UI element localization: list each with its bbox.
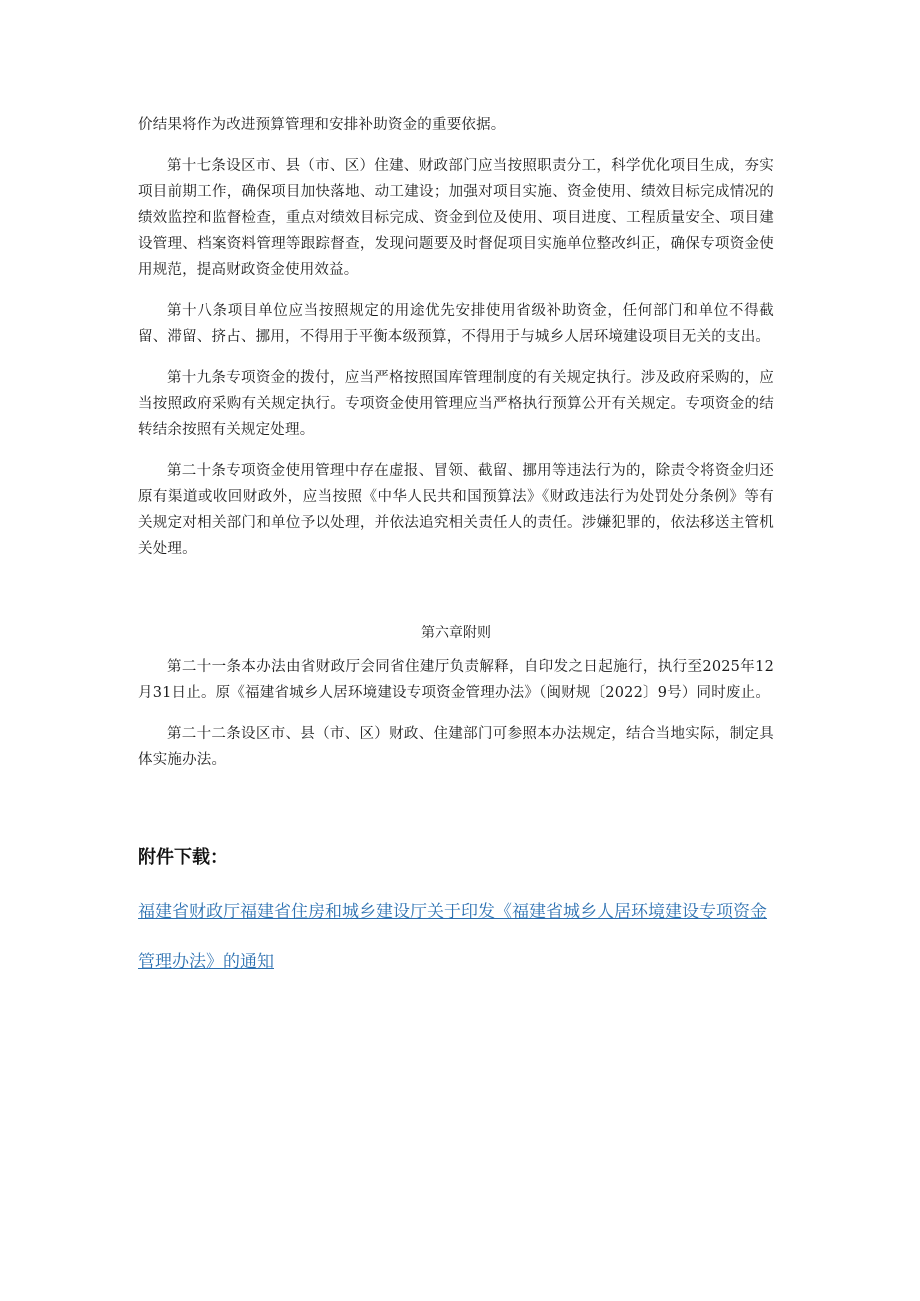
paragraph-article-17: 第十七条设区市、县（市、区）住建、财政部门应当按照职责分工，科学优化项目生成，夯实项目前期工作，确保项目加快落地、动工建设；加强对项目实施、资金使用、绩效目标完成情况的绩效监控和监督检查，重点对绩效目标完成、资金到位及使用、项目进度、工程质量安全、项目建设管理、档案资料管理等跟踪督查，发现问题要及时督促项目实施单位整改纠正，确保专项资金使用规范，提高财政资金使用效益。	[138, 158, 774, 278]
paragraph-continuation: 价结果将作为改进预算管理和安排补助资金的重要依据。	[138, 117, 506, 133]
attachment-download-link[interactable]	[138, 887, 774, 987]
paragraph-article-22: 第二十二条设区市、县（市、区）财政、住建部门可参照本办法规定，结合当地实际，制定具体实施办法。	[138, 726, 774, 768]
paragraph-article-20: 第二十条专项资金使用管理中存在虚报、冒领、截留、挪用等违法行为的，除责令将资金归还原有渠道或收回财政外，应当按照《中华人民共和国预算法》《财政违法行为处罚处分条例》等有关规定对相关部门和单位予以处理，并依法追究相关责任人的责任。涉嫌犯罪的，依法移送主管机关处理。	[138, 463, 774, 557]
attachments-heading: 附件下载：	[138, 847, 228, 868]
document-page	[138, 112, 774, 987]
chapter-title: 第六章附则	[421, 625, 491, 641]
paragraph-article-21: 第二十一条本办法由省财政厅会同省住建厅负责解释，自印发之日起施行，执行至2025年12月31日止。原《福建省城乡人居环境建设专项资金管理办法》（闽财规〔2022〕9号）同时废止。	[138, 659, 774, 701]
paragraph-article-18: 第十八条项目单位应当按照规定的用途优先安排使用省级补助资金，任何部门和单位不得截留、滞留、挤占、挪用，不得用于平衡本级预算，不得用于与城乡人居环境建设项目无关的支出。	[138, 303, 774, 345]
paragraph-article-19: 第十九条专项资金的拨付，应当严格按照国库管理制度的有关规定执行。涉及政府采购的，应当按照政府采购有关规定执行。专项资金使用管理应当严格执行预算公开有关规定。专项资金的结转结余按照有关规定处理。	[138, 370, 774, 438]
attachment-link-text: 福建省财政厅福建省住房和城乡建设厅关于印发《福建省城乡人居环境建设专项资金管理办法》的通知	[138, 902, 767, 972]
